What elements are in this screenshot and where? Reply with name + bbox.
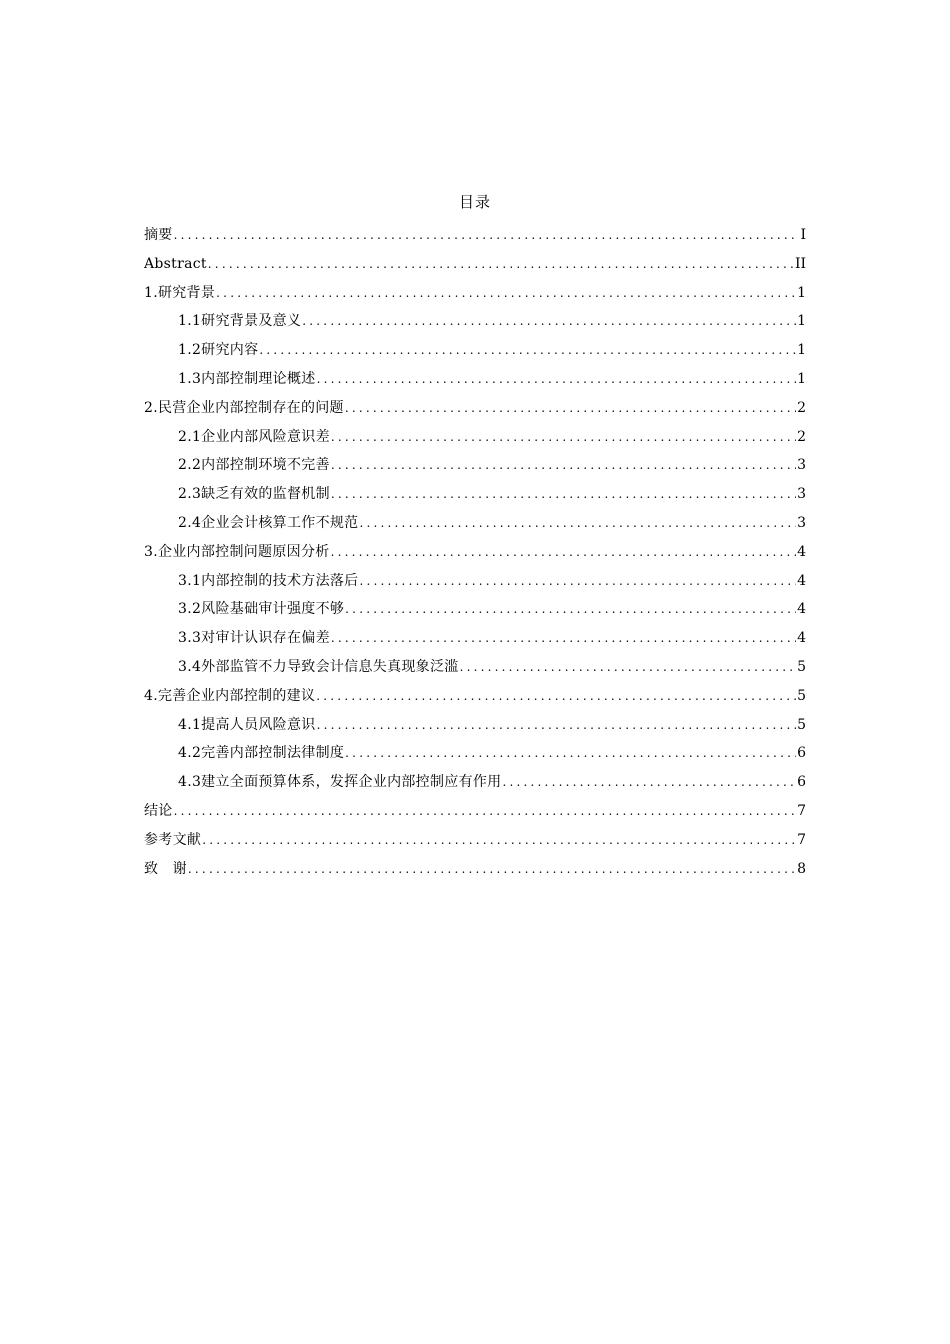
toc-dot-leader bbox=[259, 336, 796, 365]
toc-entry[interactable] bbox=[144, 682, 806, 711]
toc-entry-page-number: 3 bbox=[797, 514, 806, 531]
toc-entry-page-number: I bbox=[800, 227, 806, 243]
toc-entry[interactable] bbox=[144, 711, 806, 740]
toc-dot-leader bbox=[331, 451, 796, 480]
toc-entry-page-number: 5 bbox=[797, 716, 806, 733]
toc-dot-leader bbox=[202, 826, 796, 855]
toc-entry-label: 3.企业内部控制问题原因分析 bbox=[144, 543, 330, 560]
toc-entry-page-number: 6 bbox=[797, 774, 806, 791]
toc-entry-label: Abstract bbox=[144, 255, 207, 272]
toc-dot-leader bbox=[331, 480, 796, 509]
toc-entry[interactable] bbox=[144, 538, 806, 567]
toc-entry-page-number: 6 bbox=[797, 745, 806, 762]
toc-entry-label: 3.3对审计认识存在偏差 bbox=[178, 630, 330, 647]
toc-entry[interactable] bbox=[144, 336, 806, 365]
toc-entry-label: 3.2风险基础审计强度不够 bbox=[178, 601, 345, 618]
toc-entry-page-number: 3 bbox=[797, 486, 806, 503]
toc-entry[interactable] bbox=[144, 567, 806, 596]
toc-entry[interactable] bbox=[144, 480, 806, 509]
toc-dot-leader bbox=[345, 394, 796, 423]
toc-dot-leader bbox=[331, 423, 796, 452]
toc-entry-page-number: 7 bbox=[797, 802, 806, 819]
toc-entry[interactable] bbox=[144, 250, 806, 279]
toc-entry-label: 4.2完善内部控制法律制度 bbox=[178, 745, 345, 762]
toc-entry-page-number: 4 bbox=[797, 630, 806, 647]
toc-entry-page-number: 5 bbox=[797, 687, 806, 704]
toc-entry[interactable] bbox=[144, 624, 806, 653]
toc-entry-page-number: 8 bbox=[797, 860, 806, 877]
toc-entry-label: 3.4外部监管不力导致会计信息失真现象泛滥 bbox=[178, 658, 459, 675]
toc-entry[interactable] bbox=[144, 855, 806, 884]
toc-dot-leader bbox=[188, 855, 796, 884]
toc-entry[interactable] bbox=[144, 423, 806, 452]
toc-entry[interactable] bbox=[144, 394, 806, 423]
toc-entry[interactable] bbox=[144, 221, 806, 250]
toc-entry[interactable] bbox=[144, 279, 806, 308]
toc-dot-leader bbox=[460, 653, 797, 682]
toc-entry-label: 2.3缺乏有效的监督机制 bbox=[178, 486, 330, 503]
toc-entry-label: 2.2内部控制环境不完善 bbox=[178, 457, 330, 474]
toc-dot-leader bbox=[345, 739, 796, 768]
toc-entry-page-number: 4 bbox=[797, 572, 806, 589]
toc-entry-page-number: 4 bbox=[797, 601, 806, 618]
toc-entry-label: 参考文献 bbox=[144, 831, 202, 848]
toc-entry-label: 1.2研究内容 bbox=[178, 342, 259, 359]
toc-entry-page-number: 2 bbox=[797, 399, 806, 416]
toc-dot-leader bbox=[345, 595, 796, 624]
toc-entry-label: 4.3建立全面预算体系，发挥企业内部控制应有作用 bbox=[178, 774, 502, 791]
toc-entry-page-number: 3 bbox=[797, 457, 806, 474]
toc-dot-leader bbox=[331, 624, 796, 653]
toc-dot-leader bbox=[174, 797, 796, 826]
toc-list bbox=[144, 221, 806, 883]
toc-entry-label: 结论 bbox=[144, 802, 173, 819]
toc-dot-leader bbox=[331, 538, 797, 567]
toc-title: 目录 bbox=[458, 193, 491, 211]
toc-entry-label: 摘要 bbox=[144, 227, 173, 243]
toc-entry[interactable] bbox=[144, 739, 806, 768]
toc-entry[interactable] bbox=[144, 307, 806, 336]
toc-entry[interactable] bbox=[144, 653, 806, 682]
toc-entry-label: 4.完善企业内部控制的建议 bbox=[144, 687, 316, 704]
toc-entry-page-number: II bbox=[794, 255, 806, 272]
toc-entry-page-number: 1 bbox=[797, 284, 806, 301]
toc-entry-label: 1.研究背景 bbox=[144, 284, 216, 301]
toc-dot-leader bbox=[359, 567, 796, 596]
toc-entry[interactable] bbox=[144, 451, 806, 480]
toc-entry-page-number: 2 bbox=[797, 428, 806, 445]
toc-entry-page-number: 1 bbox=[797, 342, 806, 359]
toc-entry-page-number: 1 bbox=[797, 370, 806, 387]
toc-entry-label: 2.民营企业内部控制存在的问题 bbox=[144, 399, 344, 416]
toc-entry-label: 2.1企业内部风险意识差 bbox=[178, 428, 330, 445]
toc-entry-page-number: 1 bbox=[797, 313, 806, 330]
toc-entry[interactable] bbox=[144, 768, 806, 797]
toc-dot-leader bbox=[359, 509, 796, 538]
toc-dot-leader bbox=[208, 250, 794, 279]
toc-dot-leader bbox=[317, 711, 797, 740]
toc-dot-leader bbox=[174, 221, 800, 250]
toc-dot-leader bbox=[502, 768, 796, 797]
toc-entry-page-number: 7 bbox=[797, 831, 806, 848]
toc-entry-label: 2.4企业会计核算工作不规范 bbox=[178, 514, 359, 531]
toc-entry-label: 致 谢 bbox=[144, 860, 187, 877]
toc-entry-label: 1.3内部控制理论概述 bbox=[178, 370, 316, 387]
toc-dot-leader bbox=[317, 365, 797, 394]
toc-entry[interactable] bbox=[144, 797, 806, 826]
toc-entry-label: 3.1内部控制的技术方法落后 bbox=[178, 572, 359, 589]
toc-dot-leader bbox=[216, 279, 796, 308]
toc-dot-leader bbox=[302, 307, 796, 336]
toc-entry-label: 4.1提高人员风险意识 bbox=[178, 716, 316, 733]
toc-entry-page-number: 5 bbox=[797, 658, 806, 675]
toc-entry[interactable] bbox=[144, 595, 806, 624]
toc-entry-label: 1.1研究背景及意义 bbox=[178, 313, 302, 330]
toc-entry[interactable] bbox=[144, 365, 806, 394]
toc-entry[interactable] bbox=[144, 826, 806, 855]
toc-entry-page-number: 4 bbox=[797, 543, 806, 560]
toc-dot-leader bbox=[316, 682, 796, 711]
toc-entry[interactable] bbox=[144, 509, 806, 538]
